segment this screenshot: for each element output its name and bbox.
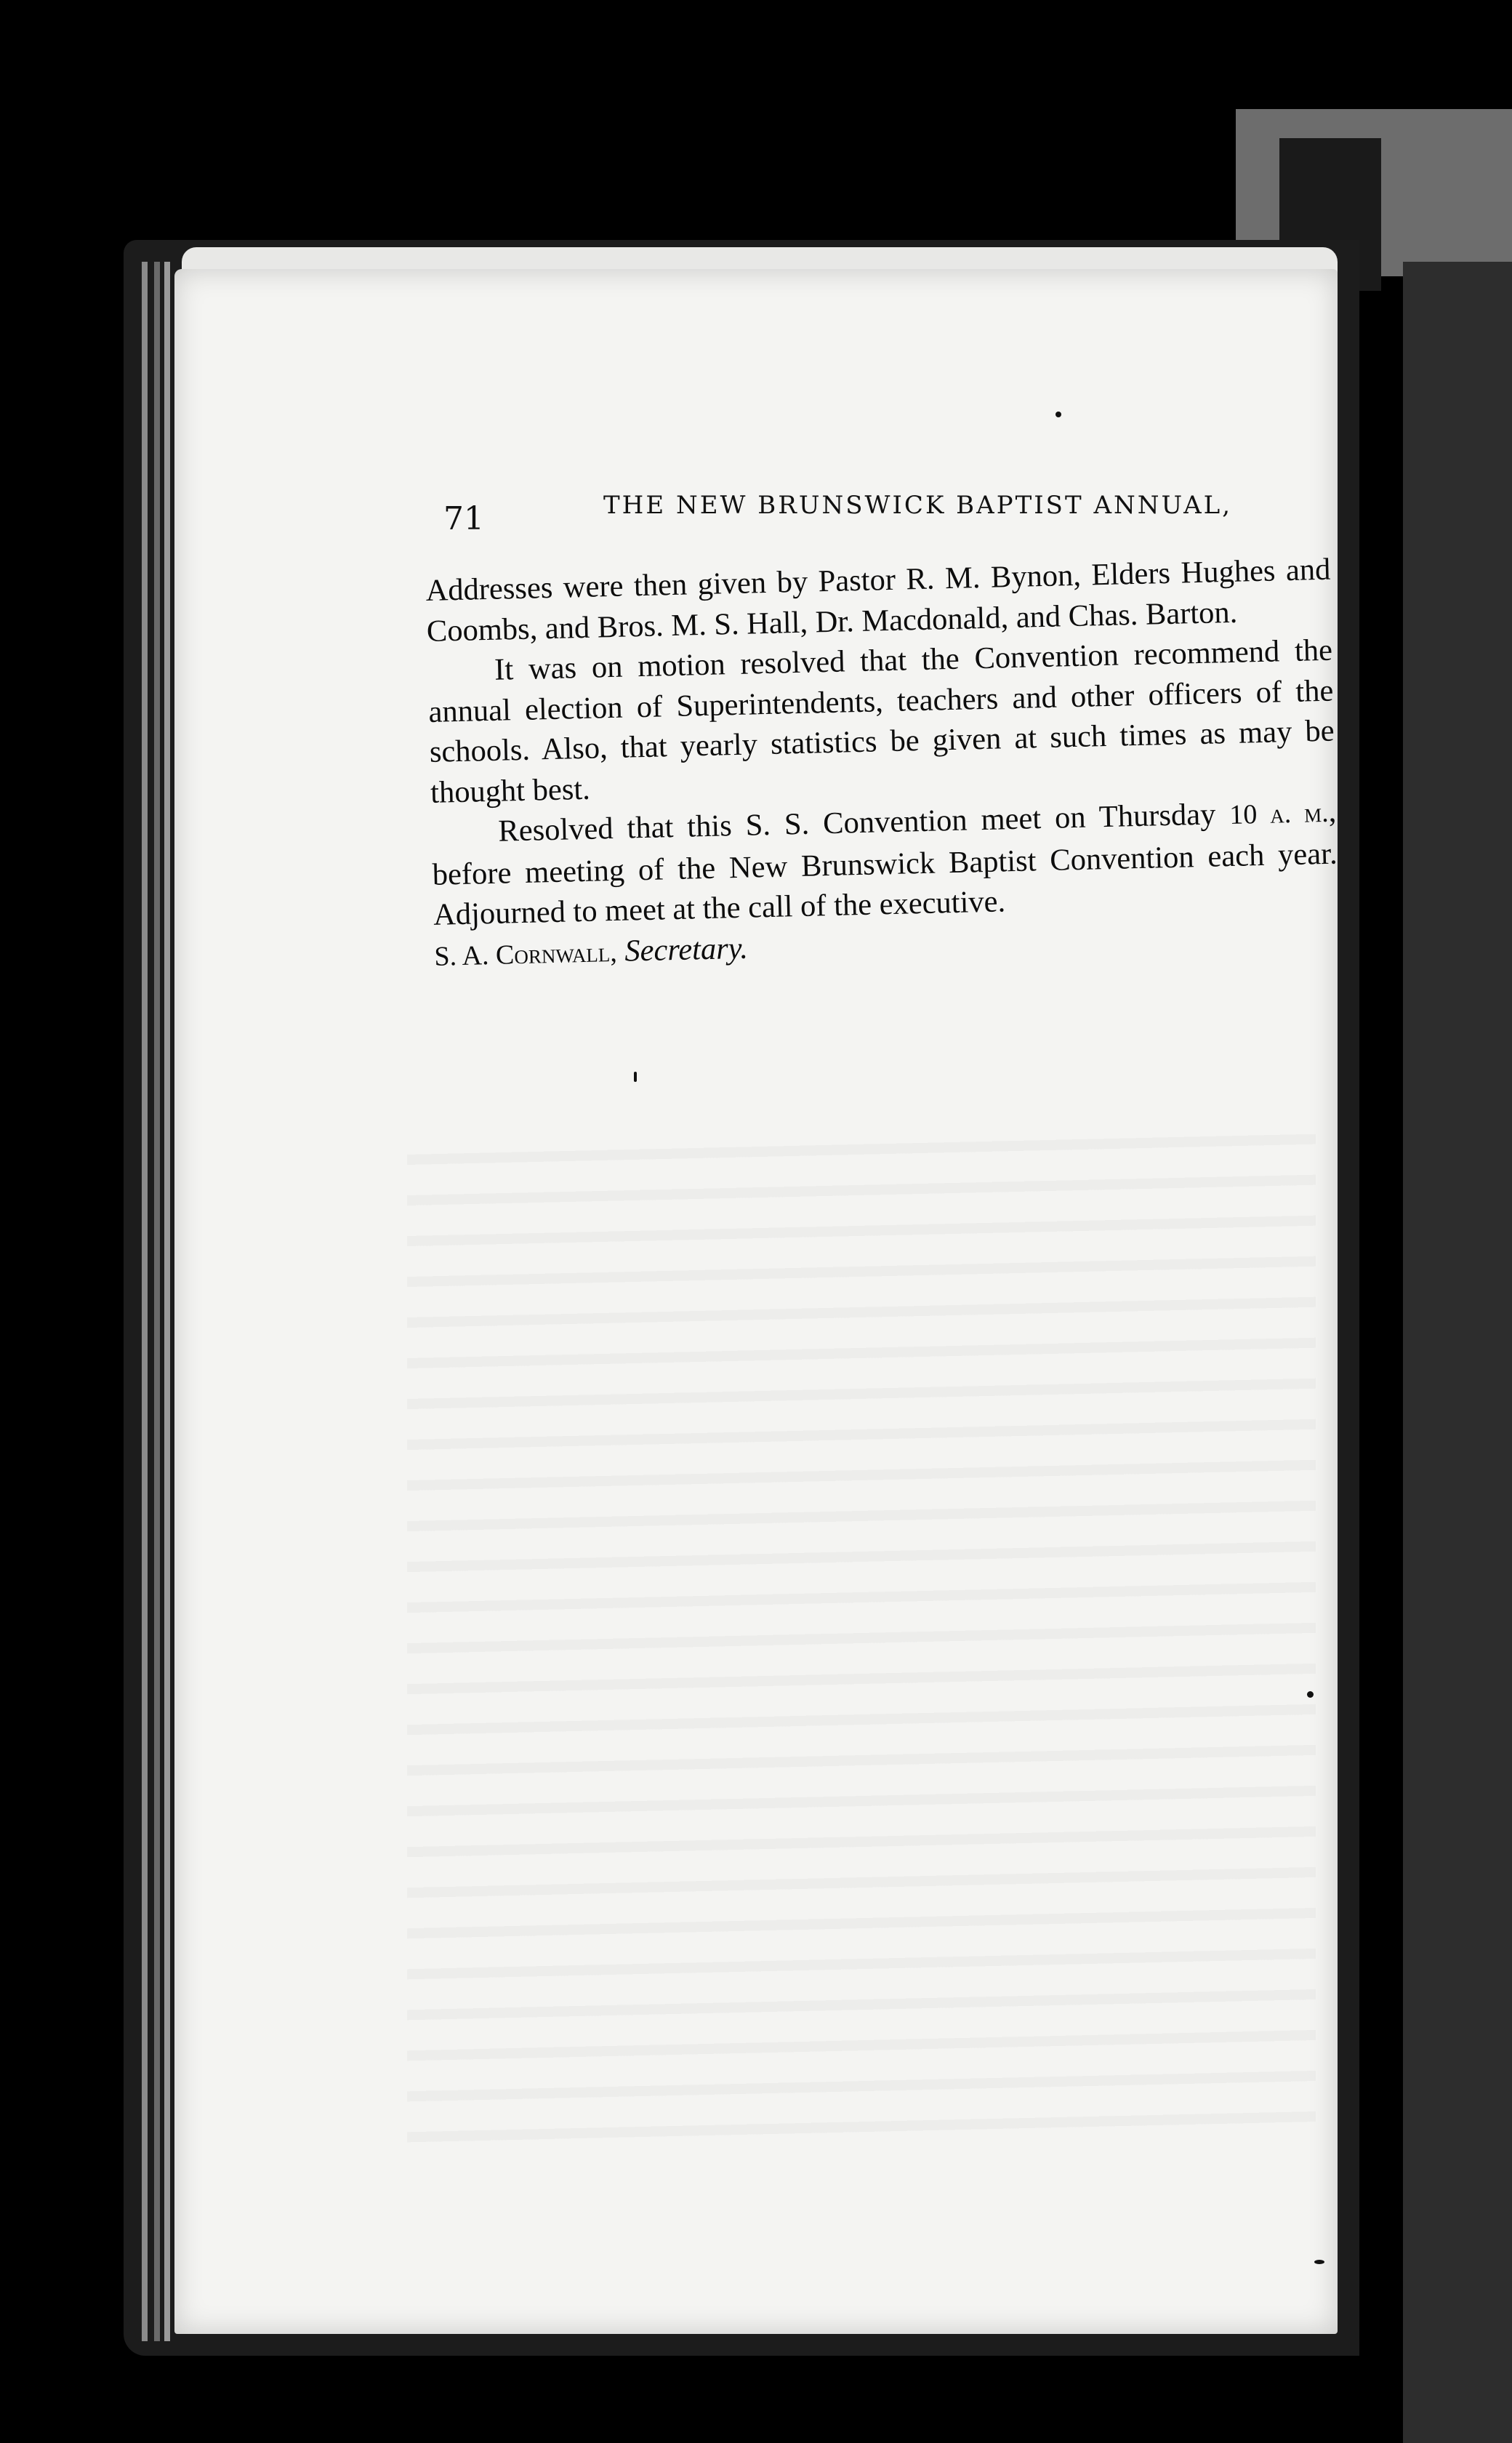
- ink-speck: [1314, 2260, 1324, 2264]
- ink-speck: [634, 1072, 637, 1082]
- resolved-text-end: , before meeting of the New Brunswick Baptist Convention each year. Adjourned to meet at the call of the executive.: [432, 794, 1338, 932]
- page-edge: [164, 262, 170, 2341]
- page-edge: [142, 262, 148, 2341]
- signature-name: S. A. Cornwall,: [434, 936, 618, 972]
- paragraph-addresses: Addresses were then given by Pastor R. M. Bynon, Elders Hughes and Coombs, and Bros. M. S. Hall, Dr. Macdonald, and Chas. Barton.: [425, 552, 1331, 649]
- meeting-time: 10 a. m.: [1228, 797, 1330, 831]
- ink-speck: [1055, 412, 1061, 417]
- page-edge: [154, 262, 160, 2341]
- running-head: THE NEW BRUNSWICK BAPTIST ANNUAL,: [603, 491, 1233, 520]
- paragraph-resolved: [431, 792, 1339, 936]
- paragraph-motion: It was on motion resolved that the Convention recommend the annual election of Superintendents, teachers and other officers of the schools. Also, that yearly statistics be given at such times as may be thought best.: [428, 633, 1335, 810]
- main-text: [425, 550, 1340, 977]
- signature-role: Secretary.: [624, 931, 749, 968]
- resolved-text-start: Resolved that this S. S. Convention meet on Thursday: [497, 797, 1230, 849]
- book-cover-right: [1403, 262, 1512, 2443]
- page-number: 71: [443, 500, 484, 537]
- show-through-text: [407, 1134, 1316, 2152]
- ink-speck: [1307, 1691, 1314, 1698]
